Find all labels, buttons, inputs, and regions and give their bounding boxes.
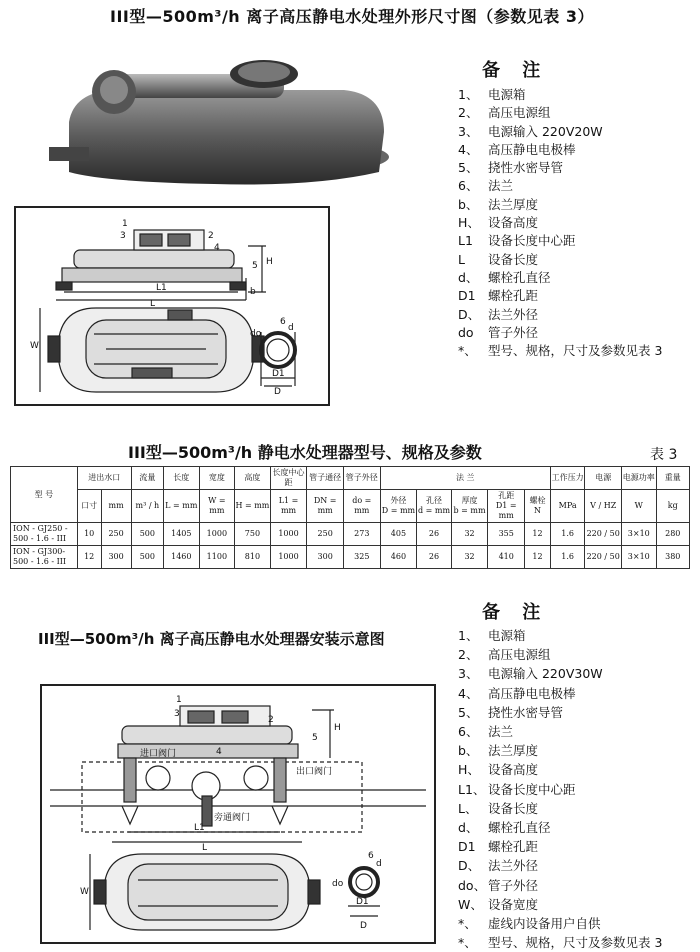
- label-6: 6: [368, 851, 374, 861]
- th-mm: mm: [101, 490, 131, 523]
- note-text: 高压电源组: [488, 647, 551, 663]
- note-text: 电源输入 220V30W: [488, 666, 603, 682]
- th-inout: 进出水口: [77, 467, 131, 490]
- cell: 1000: [270, 523, 307, 546]
- label-2: 2: [208, 231, 214, 241]
- note-text: 法兰外径: [488, 858, 539, 874]
- th-wp-unit: MPa: [550, 490, 584, 523]
- th-ps: 电源: [585, 467, 622, 490]
- note-item: [458, 703, 662, 722]
- cell: 32: [451, 546, 488, 569]
- label-W: W: [30, 341, 39, 351]
- th-ft: 厚度 b = mm: [451, 490, 488, 523]
- note-text: 螺栓孔距: [488, 839, 539, 855]
- label-4: 4: [214, 243, 220, 253]
- cell: 380: [656, 546, 689, 569]
- th-pw-unit: W: [622, 490, 656, 523]
- cell: 26: [417, 523, 451, 546]
- note-key: do、: [458, 877, 487, 893]
- cell: 300: [307, 546, 344, 569]
- th-hei: 高度: [235, 467, 271, 490]
- note-key: L1、: [458, 781, 486, 797]
- note-key: D1: [458, 839, 476, 855]
- note-key: L、: [458, 800, 478, 816]
- label-H: H: [266, 257, 273, 267]
- note-key: 4、: [458, 141, 479, 157]
- cell: 250: [307, 523, 344, 546]
- th-fp: 孔距 D1 = mm: [488, 490, 525, 523]
- note-item: [458, 645, 662, 664]
- label-6: 6: [280, 317, 286, 327]
- cell: 1460: [164, 546, 200, 569]
- label-b: b: [250, 287, 256, 297]
- th-flow: 流量: [131, 467, 163, 490]
- cell: 1.6: [550, 546, 584, 569]
- cell: 220 / 50: [585, 523, 622, 546]
- th-po: 管子外径: [343, 467, 380, 490]
- cell: 300: [101, 546, 131, 569]
- note-item: [458, 141, 662, 159]
- label-5: 5: [312, 733, 318, 743]
- cell: 500: [131, 546, 163, 569]
- th-fh: 孔径 d = mm: [417, 490, 451, 523]
- label-D: D: [274, 387, 281, 397]
- note-text: 虚线内设备用户自供: [488, 916, 601, 932]
- cell: 32: [451, 523, 488, 546]
- note-item: [458, 876, 662, 895]
- note-item: [458, 287, 662, 305]
- th-flange: 法 兰: [380, 467, 550, 490]
- note-text: 管子外径: [488, 877, 539, 893]
- cell: 405: [380, 523, 417, 546]
- note-text: 螺栓孔距: [488, 288, 539, 304]
- cell: 3×10: [622, 523, 656, 546]
- outline-drawing: [14, 206, 330, 406]
- notes-heading: 备 注: [482, 602, 549, 623]
- note-text: 设备高度: [488, 762, 539, 778]
- label-D1: D1: [272, 369, 285, 379]
- note-text: 设备长度: [488, 800, 539, 816]
- note-item: [458, 799, 662, 818]
- note-item: [458, 895, 662, 914]
- cell: 12: [525, 523, 551, 546]
- th-flow-unit: m³ / h: [131, 490, 163, 523]
- note-item: [458, 123, 662, 141]
- note-item: [458, 196, 662, 214]
- cell-model: ION - GJ250 - 500 - 1.6 - III: [11, 523, 78, 546]
- note-item: [458, 684, 662, 703]
- th-pb: 管子通径: [307, 467, 344, 490]
- note-key: *、: [458, 935, 477, 951]
- note-text: 设备长度: [488, 251, 539, 267]
- note-text: 电源箱: [488, 87, 526, 102]
- note-text: 电源输入 220V20W: [488, 123, 603, 139]
- note-item: [458, 342, 662, 360]
- notes-list: [458, 626, 662, 952]
- cell: 1.6: [550, 523, 584, 546]
- label-do: do: [332, 879, 344, 889]
- cell: 460: [380, 546, 417, 569]
- note-item: [458, 104, 662, 122]
- table-header-row: [11, 467, 690, 490]
- note-text: 法兰: [488, 724, 514, 740]
- table-row: [11, 523, 690, 546]
- th-lc-unit: L1 = mm: [270, 490, 307, 523]
- note-key: 6、: [458, 178, 479, 194]
- note-key: do: [458, 324, 474, 340]
- note-item: [458, 722, 662, 741]
- cell: 10: [77, 523, 101, 546]
- label-4: 4: [216, 747, 222, 757]
- note-item: [458, 214, 662, 232]
- note-text: 设备长度中心距: [488, 781, 576, 797]
- notes-list: [458, 86, 662, 360]
- label-L1: L1: [194, 823, 205, 833]
- note-key: *、: [458, 343, 477, 359]
- note-key: 5、: [458, 704, 479, 720]
- note-item: [458, 760, 662, 779]
- notes-heading: 备 注: [482, 60, 549, 81]
- note-item: [458, 177, 662, 195]
- label-H: H: [334, 723, 341, 733]
- note-item: [458, 306, 662, 324]
- note-key: 6、: [458, 724, 479, 740]
- note-key: L1: [458, 233, 473, 249]
- outline-title: III型—500m³/h 离子高压静电水处理外形尺寸图（参数见表 3）: [110, 7, 594, 26]
- note-key: 3、: [458, 666, 479, 682]
- label-2: 2: [268, 715, 274, 725]
- label-3: 3: [174, 709, 180, 719]
- label-3: 3: [120, 231, 126, 241]
- label-do: do: [250, 329, 262, 339]
- cell: 1100: [199, 546, 235, 569]
- th-wt-unit: kg: [656, 490, 689, 523]
- note-key: W、: [458, 896, 483, 912]
- label-d: d: [288, 323, 294, 333]
- note-item: [458, 626, 662, 645]
- note-text: 螺栓孔直径: [488, 820, 551, 836]
- th-po-unit: do = mm: [343, 490, 380, 523]
- note-item: [458, 741, 662, 760]
- note-item: [458, 269, 662, 287]
- note-text: 高压静电电极棒: [488, 141, 576, 157]
- th-pw: 电源功率: [622, 467, 656, 490]
- cell: 1405: [164, 523, 200, 546]
- label-inlet-valve: 进口阀门: [140, 749, 177, 759]
- note-key: 5、: [458, 160, 479, 176]
- cell: 325: [343, 546, 380, 569]
- note-text: 法兰外径: [488, 306, 539, 322]
- note-text: 设备高度: [488, 215, 539, 231]
- note-key: 4、: [458, 685, 479, 701]
- th-size: 口寸: [77, 490, 101, 523]
- note-text: 管子外径: [488, 324, 539, 340]
- label-L: L: [202, 843, 208, 853]
- label-W: W: [80, 887, 89, 897]
- th-pb-unit: DN = mm: [307, 490, 344, 523]
- note-item: [458, 232, 662, 250]
- th-hei-unit: H = mm: [235, 490, 271, 523]
- th-wid-unit: W = mm: [199, 490, 235, 523]
- cell: 280: [656, 523, 689, 546]
- note-key: L: [458, 251, 465, 267]
- install-title: III型—500m³/h 离子高压静电水处理器安装示意图: [38, 630, 385, 648]
- note-key: 3、: [458, 123, 479, 139]
- note-text: 高压电源组: [488, 105, 551, 121]
- cell: 500: [131, 523, 163, 546]
- note-key: H、: [458, 762, 480, 778]
- note-item: [458, 914, 662, 933]
- note-key: b、: [458, 743, 479, 759]
- cell: 273: [343, 523, 380, 546]
- note-key: 2、: [458, 105, 479, 121]
- spec-title: III型—500m³/h 静电水处理器型号、规格及参数: [128, 443, 482, 462]
- cell: 12: [77, 546, 101, 569]
- note-item: [458, 933, 662, 952]
- note-item: [458, 780, 662, 799]
- note-key: D、: [458, 858, 481, 874]
- note-text: 型号、规格，尺寸及参数见表 3: [488, 935, 663, 951]
- note-key: H、: [458, 215, 480, 231]
- cell: 250: [101, 523, 131, 546]
- label-D1: D1: [356, 897, 369, 907]
- note-key: D1: [458, 288, 476, 304]
- th-lc: 长度中心距: [270, 467, 307, 490]
- note-text: 电源箱: [488, 628, 526, 643]
- note-key: *、: [458, 916, 477, 932]
- table-label: 表 3: [650, 447, 678, 463]
- cell: 26: [417, 546, 451, 569]
- label-L1: L1: [156, 283, 167, 293]
- note-item: [458, 818, 662, 837]
- note-key: 1、: [458, 628, 479, 643]
- cell: 355: [488, 523, 525, 546]
- note-item: [458, 856, 662, 875]
- cell: 750: [235, 523, 271, 546]
- device-photo: [14, 52, 438, 189]
- note-text: 设备宽度: [488, 896, 539, 912]
- note-text: 法兰厚度: [488, 196, 539, 212]
- note-item: [458, 251, 662, 269]
- cell: 1000: [199, 523, 235, 546]
- cell: 3×10: [622, 546, 656, 569]
- note-key: d、: [458, 820, 479, 836]
- note-text: 法兰厚度: [488, 743, 539, 759]
- th-ps-unit: V / HZ: [585, 490, 622, 523]
- note-text: 设备长度中心距: [488, 233, 576, 249]
- note-key: d、: [458, 269, 479, 285]
- note-key: 1、: [458, 87, 479, 102]
- install-drawing: [40, 684, 436, 944]
- cell: 12: [525, 546, 551, 569]
- table-row: [11, 546, 690, 569]
- cell: 220 / 50: [585, 546, 622, 569]
- th-fb: 螺栓 N: [525, 490, 551, 523]
- th-fd: 外径 D = mm: [380, 490, 417, 523]
- note-key: b、: [458, 196, 479, 212]
- th-wid: 宽度: [199, 467, 235, 490]
- note-text: 型号、规格，尺寸及参数见表 3: [488, 343, 663, 359]
- note-text: 高压静电电极棒: [488, 685, 576, 701]
- table-subheader-row: [11, 490, 690, 523]
- th-wt: 重量: [656, 467, 689, 490]
- cell: 810: [235, 546, 271, 569]
- note-key: D、: [458, 306, 481, 322]
- note-text: 挠性水密导管: [488, 160, 564, 176]
- label-1: 1: [122, 219, 128, 229]
- th-wp: 工作压力: [550, 467, 584, 490]
- note-item: [458, 324, 662, 342]
- label-5: 5: [252, 261, 258, 271]
- label-D: D: [360, 921, 367, 931]
- label-bypass-valve: 旁通阀门: [214, 813, 251, 823]
- note-item: [458, 86, 662, 104]
- note-item: [458, 837, 662, 856]
- label-d: d: [376, 859, 382, 869]
- th-len: 长度: [164, 467, 200, 490]
- label-outlet-valve: 出口阀门: [296, 767, 333, 777]
- th-model: 型 号: [11, 467, 78, 523]
- note-text: 挠性水密导管: [488, 704, 564, 720]
- note-item: [458, 159, 662, 177]
- label-1: 1: [176, 695, 182, 705]
- note-text: 螺栓孔直径: [488, 269, 551, 285]
- label-L: L: [150, 299, 156, 309]
- cell: 1000: [270, 546, 307, 569]
- note-key: 2、: [458, 647, 479, 663]
- note-item: [458, 664, 662, 683]
- spec-table: [10, 466, 690, 569]
- cell-model: ION - GJ300- 500 - 1.6 - III: [11, 546, 78, 569]
- cell: 410: [488, 546, 525, 569]
- th-len-unit: L = mm: [164, 490, 200, 523]
- note-text: 法兰: [488, 178, 514, 194]
